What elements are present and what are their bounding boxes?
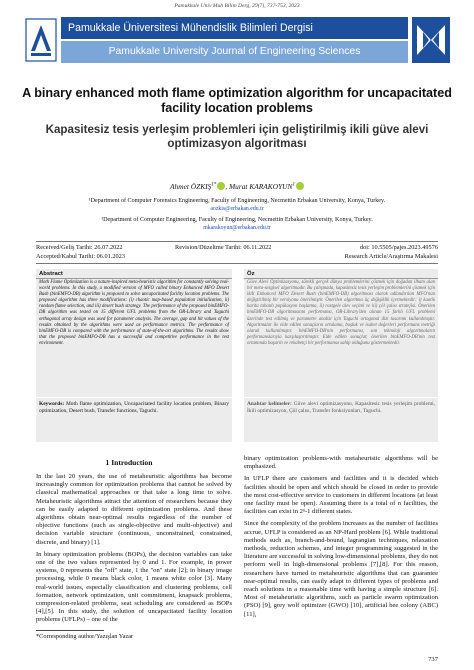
author-1-mark: 1* [211,182,217,188]
article-title-tr: Kapasitesiz tesis yerleşim problemleri için geliştirilmiş ikili güve alevi optimizasyon algoritması [45,123,429,150]
right-column [244,455,438,623]
oz-heading: Öz [244,269,438,279]
keywords-box-tr [244,398,438,442]
author-2-mark: 1 [292,182,295,188]
paragraph: Since the complexity of the problem increases as the number of facilities accrue, UFLP is considered as an NP-Hard problem [6]. While traditional methods such as, branch-and-bound, lagrangian techniques, relaxation methods, reduction schemes, and integer programming suggested in the literature are successful in solving low-dimensional problems, they do not perform well in high-dimensional problems [7],[8]. For this reason, researchers have turned to metaheuristic algorithms that can guarantee near-optimal results, can easily adapt to different types of problems and reach solutions in a reasonable time with having a simple structure [6]. Most of metaheuristic algorithms, such as particle swarm optimization (PSO) [9], grey wolf optimizer (GWO) [10], artificial bee colony (ABC) [11], [244,520,438,618]
received-date: Received/Geliş Tarihi: 26.07.2022 [36,244,123,251]
keywords-box-en [36,398,232,442]
author-2-name: Murat KARAKOYUN [229,182,293,191]
email-2-link[interactable]: mkarakoyun@erbakan.edu.tr [203,224,271,231]
dates-row-1 [36,244,438,252]
university-logo-icon [25,17,57,63]
paragraph: In UFLP there are customers and facilities and it is decided which facilities should be open and which should be closed in order to provide the most cost-effective service to customers in different locations (at least one facility must be open). Assuming there is a total of n facilities, the facilities can exist in 2ⁿ-1 different states. [244,475,438,516]
abstract-text: Moth Flame Optimization is a nature-inspired meta-heuristic algorithm for constantly solving real-world problems. In this study, a modified version of MFO called binary Enhanced MFO Desert Bush (binEMFO-DB) algorithm is proposed to solve uncapacitated facility location problems. The proposed algorithm has three modifications: (i) chaotic map-based population initialization, ii) random flame selection, and iii) desert bush strategy. The performance of the proposed binEMFO-DB algorithm was tested on 15 different UFL problems from the OR-Library and Taguchi orthogonal array design was used for parameter analysis. The average, gap and hit values of the results obtained by the algorithms were used as performance metrics. The performance of binEMFO-DB is compared with the performance of state-of-the-art algorithms. The results show that the proposed binEMFO-DB has a successful and competitive performance in the test environment. [39,280,229,346]
left-column [36,473,232,629]
section-heading: 1 Introduction [105,458,153,467]
keywords-text: Moth flame optimization, Uncapacitated facility location problem, Binary optimization, Desert bush, Transfer functions, Taguchi. [39,401,229,414]
paragraph: binary optimization problems-with metaheuristic algorithms will be emphasized. [244,455,438,471]
dates-row-2 [36,253,438,261]
anahtar-kelimeler [244,398,438,418]
journal-name-tr: Pamukkale Üniversitesi Mühendislik Bilimleri Dergisi [61,17,408,39]
oz-text: Güve Alevi Optimizasyonu, sürekli gerçek dünya problemlerini çözmek için doğadan ilham alan bir meta-sezgisel algoritmadır. Bu çalışmada, kapasitesiz tesis yerleşim problemlerini çözmek için ikili Enhanced MFO Desert Bush (binEMFO-DB) algoritması olarak adlandırılan MFO'nun değiştirilmiş bir versiyonu önerilmiştir. Önerilen algoritma üç değişiklik içermektedir: i) kaotik harita tabanlı popülasyon başlatma, ii) rastgele alev seçimi ve iii) çöl çalısı stratejisi. Önerilen binEMFO-DB algoritmasının performansı, OR-Library'den alınan 15 farklı UFL problemi üzerinde test edilmiş ve parametre analizi için Taguchi ortogonal dizi tasarımı kullanılmıştır. Algoritmalar ile elde edilen sonuçların ortalama, boşluk ve isabet değerleri performans metriği olarak kullanılmıştır. binEMFO-DB'nin performansı, son teknoloji algoritmaların performanslarıyla karşılaştırılmıştır. Elde edilen sonuçlar, önerilen binEMFO-DB'nin test ortamında başarılı ve rekabetçi bir performansa sahip olduğunu göstermektedir. [247,280,435,346]
anahtar-kelimeler-text: Güve alevi optimizasyonu, Kapasitesiz tesis yerleşim problemi, İkili optimizasyon, Çöl çalısı, Transfer fonksiyonları, Taguchi. [247,401,435,414]
doi-link[interactable]: doi: 10.5505/pajes.2023.49576 [359,244,438,251]
author-separator: , [225,182,229,191]
author-line [0,182,474,191]
journal-title-block [61,17,408,63]
paragraph: In binary optimization problems (BOPs), the decision variables can take one of the two values represented by 0 and 1. For example, in power systems, 0 represents the "off" state, 1 the "on" state [2]; in binary image processing, while 0 means black color, 1 means white color [3]. Many real-world issues, especially classification and clustering problems, cell formation, network optimization, unit commitment, knapsack problems, compression-related problems, seat scheduling are considered as BOPs [4],[5]. In this study, the solution of uncapacitated facility location problems (UFLPs) – one of the [36,550,232,624]
affiliation-1 [20,198,454,213]
keywords-label: Keywords: [39,401,65,407]
abstract-box-en [36,269,232,397]
affiliation-2-text: ¹Department of Computer Engineering, Faculty of Engineering, Necmettin Erbakan University, Konya, Turkey. [101,217,373,223]
divider [36,241,438,242]
author-1-name: Ahmet ÖZKIŞ [170,182,212,191]
journal-logo-icon [412,17,450,63]
journal-banner [25,17,450,63]
email-1-link[interactable]: aozkis@erbakan.edu.tr [210,205,264,212]
page-number: 737 [428,656,438,663]
divider [36,263,438,264]
running-head: Pamukkale Univ Muh Bilim Derg, 29(7), 737-753, 2023 [174,3,300,9]
abstract-heading: Abstract [36,269,232,279]
affiliation-2 [20,217,454,232]
orcid-icon[interactable] [296,182,304,190]
revision-date: Revision/Düzeltme Tarihi: 06.11.2022 [175,244,272,251]
footnote-divider [36,630,104,631]
abstract-box-tr [244,269,438,397]
accepted-date: Accepted/Kabul Tarihi: 06.01.2023 [36,253,125,260]
anahtar-kelimeler-label: Anahtar kelimeler: [247,401,292,407]
keywords [36,398,232,418]
footnote: *Corresponding author/Yazışlan Yazar [36,633,134,640]
article-type: Research Article/Araştırma Makalesi [344,253,438,260]
journal-name-en: Pamukkale University Journal of Engineering Sciences [61,41,408,63]
article-title-en: A binary enhanced moth flame optimization algorithm for uncapacitated facility location problems [22,86,452,115]
affiliation-1-text: ¹Department of Computer Forensics Engineering, Faculty of Engineering, Necmettin Erbakan University, Konya, Turkey. [88,198,386,204]
paragraph: In the last 20 years, the use of metaheuristic algorithms has become increasingly common for optimization problems that cannot be solved by classical mathematical approaches or that take a long time to solve. Metaheuristic algorithms attract the attention of researchers because they can be easily adapted to different optimization problems. And these algorithms obtain near-optimal results regardless of the number of objective functions (such as single-objective and multi-objective) and decision variable structure (continuous, unconstrained, constrained, discrete, and binary) [1]. [36,473,232,546]
